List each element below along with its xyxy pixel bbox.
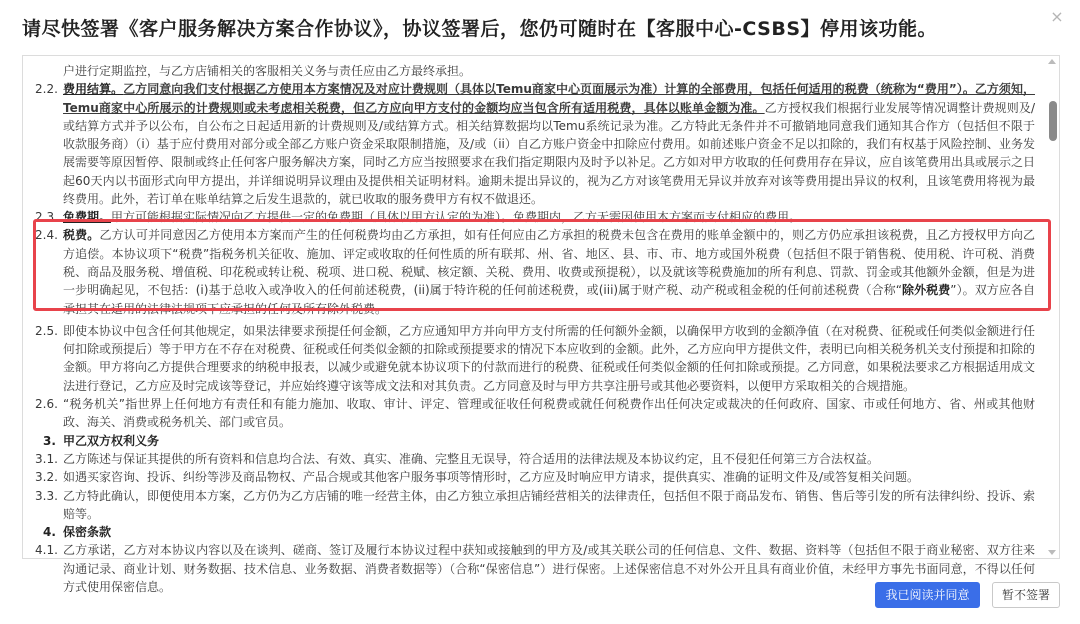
scrollbar-thumb[interactable] — [1049, 101, 1057, 141]
decline-button[interactable]: 暂不签署 — [992, 582, 1060, 608]
close-icon[interactable]: × — [1050, 7, 1064, 26]
section-title: 甲乙双方权利义务 — [63, 433, 160, 448]
section-number: 3. — [43, 433, 56, 448]
agree-button[interactable]: 我已阅读并同意 — [875, 582, 980, 608]
clause-number: 2.3. — [35, 210, 58, 225]
section-heading-3 — [35, 432, 1035, 450]
scroll-up-icon[interactable] — [1048, 59, 1056, 64]
clause-heading: 费用结算。 — [63, 82, 124, 97]
clause-text: 乙方授权我们根据行业发展等情况调整计费规则及/或结算方式并予以公布，自公布之日起适用新的计费规则及/或结算方式。相关结算数据均以Temu系统记录为准。乙方特此无条件并不可撤销地同意我们通知其合作方（包括但不限于收款服务商）（i）基于应付费用对部分或全部乙方账户资金采取限制措施，及/或（ii）自乙方账户资金中扣除应付费用。如前述账户资金不足以扣除的，我们有权基于风险控制、业务发展需要等原因暂停、限制或终止任何客户服务解决方案，同时乙方应当按照要求在我们指定期限内及时予以补足。乙方如对甲方收取的任何费用存在异议，应自该笔费用出具或展示之日起60天内以书面形式向甲方提出，并详细说明异议理由及提供相关证明材料。逾期未提出异议的，视为乙方对该笔费用无异议并放弃对该等费用提出异议的权利，且该笔费用将视为最终费用。此外，若订单在账单结算之后发生退款的，就已收取的服务费甲方有权不做退还。 — [63, 100, 1036, 207]
agreement-clause-2-2 — [35, 80, 1035, 208]
agreement-clause-2-5 — [35, 322, 1035, 395]
clause-term: 除外税费 — [901, 283, 951, 298]
clause-number: 3.2. — [35, 470, 58, 485]
section-title: 保密条款 — [63, 525, 112, 540]
clause-text: 乙方认可并同意因乙方使用本方案而产生的任何税费均由乙方承担，如有任何应由乙方承担的税费未包含在费用的账单金额中的，则乙方仍应承担该税费，且乙方授权甲方向乙方追偿。本协议项下“税费”指税务机关征收、施加、评定或收取的任何性质的所有联邦、州、省、地区、县、市、市、地方或国外税费（包括但不限于销售税、使用税、许可税、消费税、商品及服务税、增值税、印花税或转让税、税项、进口税、税赋、核定额、关税、费用、收费或预提税），以及就该等税费施加的所有利息、罚款、罚金或其他额外金额，但是为进一步明确起见，不包括：(i)基于总收入或净收入的任何前述税费，(ii)属于特许税的任何前述税费，或(iii)属于财产税、动产税或租金税的任何前述税费（合称“ — [63, 228, 1035, 298]
clause-text: 即使本协议中包含任何其他规定，如果法律要求预提任何金额，乙方应通知甲方并向甲方支付所需的任何额外金额，以确保甲方收到的金额净值（在对税费、征税或任何类似金额进行任何扣除或预提后）等于甲方在不存在对税费、征税或任何类似金额的扣除或预提要求的情况下本应收到的金额。此外，乙方应向甲方提供文件，表明已向相关税务机关支付预提和扣除的金额。甲方将向乙方提供合理要求的纳税申报表，以减少或避免就本协议项下的付款而进行的税费、征税或任何类似金额的任何扣除或预提。乙方同意，如果税法要求乙方根据适用成文法进行登记，乙方应及时完成该等登记，并应始终遵守该等成文法和对其负责。乙方同意及时与甲方共享注册号或其他必要资料，以便甲方采取相关的合规措施。 — [63, 323, 1036, 393]
section-heading-4 — [35, 523, 1035, 541]
clause-text: ”）。双方应各自承担其在适用的法律法规项下应承担的任何及所有除外税费。 — [63, 283, 1035, 316]
clause-number: 2.6. — [35, 397, 58, 412]
clause-heading: 免费期。 — [63, 210, 112, 225]
clause-number: 4.1. — [35, 543, 58, 558]
agreement-paragraph — [35, 62, 1035, 80]
dialog-title: 请尽快签署《客户服务解决方案合作协议》，协议签署后，您仍可随时在【客服中心-CSBS】停用该功能。 — [22, 18, 938, 40]
scroll-down-icon[interactable] — [1048, 550, 1056, 555]
clause-heading: 税费。 — [63, 228, 100, 243]
clause-text: 乙方特此确认，即便使用本方案，乙方仍为乙方店铺的唯一经营主体，由乙方独立承担店铺经营相关的法律责任，包括但不限于商品发布、销售、售后等引发的所有法律纠纷、投诉、索赔等。 — [63, 488, 1036, 521]
agreement-clause-3-1 — [35, 450, 1035, 468]
paragraph-text: 户进行定期监控，与乙方店铺相关的客服相关义务与责任应由乙方最终承担。 — [63, 64, 472, 78]
agreement-clause-3-3 — [35, 487, 1035, 524]
agreement-clause-2-3 — [35, 208, 1035, 225]
clause-number: 2.4. — [35, 228, 58, 243]
clause-text: 乙方承诺，乙方对本协议内容以及在谈判、磋商、签订及履行本协议过程中获知或接触到的甲方及/或其关联公司的任何信息、文件、数据、资料等（包括但不限于商业秘密、双方往来沟通记录、商业计划、财务数据、技术信息、业务数据、消费者数据等）（合称“保密信息”）进行保密。上述保密信息不对外公开且具有商业价值，未经甲方事先书面同意，不得以任何方式使用保密信息。 — [63, 543, 1035, 595]
section-number: 4. — [43, 525, 56, 540]
clause-text: “税务机关”指世界上任何地方有责任和有能力施加、收取、审计、评定、管理或征收任何税费或就任何税费作出任何决定或裁决的任何政府、国家、市或任何地方、省、州或其他财政、海关、消费或税务机关、部门或官员。 — [63, 397, 1035, 430]
agreement-clause-2-6 — [35, 395, 1035, 432]
clause-emphasis: 乙方同意向我们支付根据乙方使用本方案情况及对应计费规则（具体以Temu商家中心页面展示为准）计算的全部费用，包括任何适用的税费（统称为“费用”）。乙方须知，Temu商家中心所展示的计费规则或未考虑相关税费，但乙方应向甲方支付的金额均应当包含所有适用税费，具体以账单金额为准。 — [63, 82, 1035, 115]
clause-text: 甲方可能根据实际情况向乙方提供一定的免费期（具体以甲方认定的为准）。免费期内，乙方无需因使用本方案而支付相应的费用。 — [111, 210, 802, 225]
clause-number: 3.3. — [35, 488, 58, 503]
clause-number: 3.1. — [35, 451, 58, 466]
clause-number: 2.5. — [35, 323, 58, 338]
clause-text: 乙方陈述与保证其提供的所有资料和信息均合法、有效、真实、准确、完整且无误导，符合适用的法律法规及本协议约定，且不侵犯任何第三方合法权益。 — [63, 451, 880, 466]
agreement-clause-3-2 — [35, 468, 1035, 486]
agreement-content — [35, 62, 1035, 596]
clause-text: 如遇买家咨询、投诉、纠纷等涉及商品物权、产品合规或其他客户服务事项等情形时，乙方应及时响应甲方请求，提供真实、准确的证明文件及/或答复相关问题。 — [63, 470, 920, 485]
clause-number: 2.2. — [35, 82, 58, 97]
agreement-clause-2-4 — [35, 226, 1035, 317]
